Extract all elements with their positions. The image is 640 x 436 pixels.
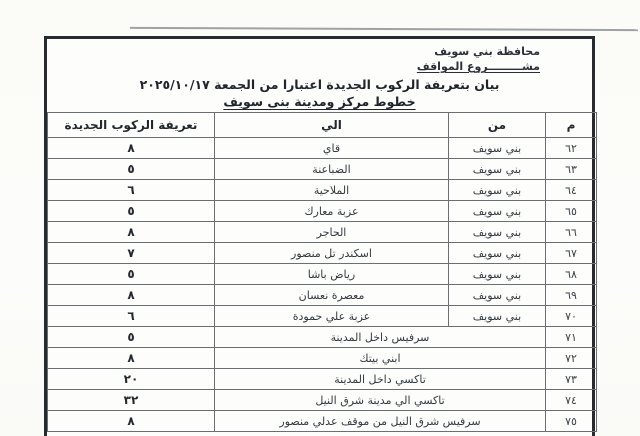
tariff-cell: ٧: [48, 243, 215, 264]
tariff-cell: ٨: [48, 348, 215, 369]
route-cell: ابني بيتك: [215, 348, 546, 369]
row-number-cell: ٦٧: [546, 243, 597, 264]
scan-edge-line: [130, 27, 638, 31]
row-number-cell: ٧٤: [546, 390, 597, 411]
table-header-row: [48, 113, 597, 138]
row-number-cell: ٦٩: [546, 285, 597, 306]
table-row: [48, 390, 597, 411]
from-cell: بني سويف: [449, 264, 546, 285]
table-row: [48, 369, 597, 390]
document-frame: [44, 36, 595, 436]
table-row: [48, 264, 597, 285]
governorate-name: محافظة بني سويف: [434, 45, 540, 58]
from-cell: بني سويف: [449, 159, 546, 180]
route-cell: سرفيس شرق النيل من موقف عدلي منصور: [215, 411, 546, 432]
row-number-cell: ٦٥: [546, 201, 597, 222]
to-cell: الضباعنة: [215, 159, 449, 180]
tariff-cell: ٢٠: [48, 369, 215, 390]
tariff-cell: ٨: [48, 138, 215, 159]
row-number-cell: ٧١: [546, 327, 597, 348]
col-header-to: الي: [215, 113, 449, 138]
from-cell: بني سويف: [449, 180, 546, 201]
tariff-cell: ٣٢: [48, 390, 215, 411]
col-header-num: م: [546, 113, 597, 138]
department-name: مشـــــــــروع المواقف: [416, 60, 540, 73]
from-cell: بني سويف: [449, 138, 546, 159]
route-cell: تاكسي داخل المدينة: [215, 369, 546, 390]
row-number-cell: ٦٣: [546, 159, 597, 180]
to-cell: عزبة علي حمودة: [215, 306, 449, 327]
from-cell: بني سويف: [449, 306, 546, 327]
to-cell: رياض باشا: [215, 264, 449, 285]
from-cell: بني سويف: [449, 201, 546, 222]
tariff-cell: ٨: [48, 411, 215, 432]
tariff-cell: ٥: [48, 201, 215, 222]
to-cell: اسكندر تل منصور: [215, 243, 449, 264]
col-header-from: من: [449, 113, 546, 138]
table-row: [48, 243, 597, 264]
tariff-cell: ٨: [48, 222, 215, 243]
tariff-cell: ٦: [48, 180, 215, 201]
table-row: [48, 348, 597, 369]
tariff-cell: ٦: [48, 306, 215, 327]
table-row: [48, 222, 597, 243]
to-cell: الملاحية: [215, 180, 449, 201]
to-cell: معصرة نعسان: [215, 285, 449, 306]
document-subtitle: خطوط مركز ومدينة بنى سويف: [223, 94, 416, 109]
org-header: [47, 44, 592, 74]
tariff-table: [47, 112, 597, 432]
row-number-cell: ٦٨: [546, 264, 597, 285]
tariff-cell: ٥: [48, 327, 215, 348]
row-number-cell: ٦٦: [546, 222, 597, 243]
table-row: [48, 159, 597, 180]
route-cell: تاكسي الي مدينة شرق النيل: [215, 390, 546, 411]
row-number-cell: ٧٥: [546, 411, 597, 432]
tariff-cell: ٥: [48, 264, 215, 285]
table-row: [48, 138, 597, 159]
to-cell: الحاجر: [215, 222, 449, 243]
table-row: [48, 327, 597, 348]
from-cell: بني سويف: [449, 243, 546, 264]
to-cell: قاي: [215, 138, 449, 159]
tariff-cell: ٨: [48, 285, 215, 306]
from-cell: بني سويف: [449, 222, 546, 243]
tariff-cell: ٥: [48, 159, 215, 180]
table-row: [48, 285, 597, 306]
row-number-cell: ٧٠: [546, 306, 597, 327]
from-cell: بني سويف: [449, 285, 546, 306]
table-row: [48, 180, 597, 201]
row-number-cell: ٦٢: [546, 138, 597, 159]
row-number-cell: ٧٣: [546, 369, 597, 390]
row-number-cell: ٦٤: [546, 180, 597, 201]
col-header-tariff: تعريفة الركوب الجديدة: [48, 113, 215, 138]
row-number-cell: ٧٢: [546, 348, 597, 369]
table-row: [48, 306, 597, 327]
table-row: [48, 411, 597, 432]
tariff-table-body: [48, 138, 597, 432]
document-title: بيان بتعريفة الركوب الجديدة اعتبارا من الجمعة ٢٠٢٥/١٠/١٧: [139, 77, 500, 92]
table-row: [48, 201, 597, 222]
to-cell: عزبة معارك: [215, 201, 449, 222]
route-cell: سرفيس داخل المدينة: [215, 327, 546, 348]
